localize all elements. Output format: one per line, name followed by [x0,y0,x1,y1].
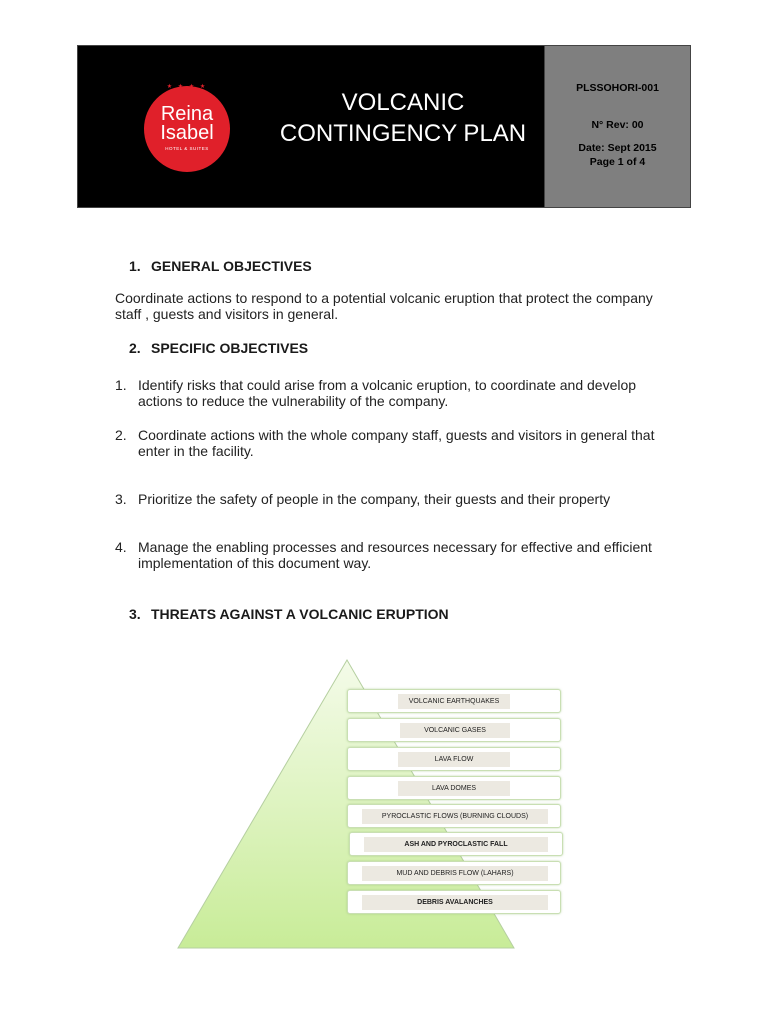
section2-title: SPECIFIC OBJECTIVES [151,340,309,356]
objective-text: Prioritize the safety of people in the company, their guests and their property [138,491,611,507]
header-title-panel [78,46,544,207]
objective-number: 3. [115,491,127,507]
objective-number: 4. [115,539,127,555]
threat-label: VOLCANIC EARTHQUAKES [398,694,510,709]
threat-bar [347,689,561,713]
section2-heading [129,340,308,356]
section3-number: 3. [129,606,141,622]
document-code: PLSSOHORI-001 [576,82,659,94]
logo-subtitle: HOTEL & SUITES [165,146,209,151]
logo-line1: Reina [160,103,214,125]
reina-isabel-logo [144,86,230,172]
threat-label: VOLCANIC GASES [400,723,510,738]
section1-heading [129,258,312,274]
threat-bar [347,890,561,914]
threat-bar [347,776,561,800]
objective-number: 2. [115,427,127,443]
threat-label: PYROCLASTIC FLOWS (BURNING CLOUDS) [362,809,548,824]
threat-bar [347,861,561,885]
threat-bar [349,832,563,856]
threat-label: LAVA FLOW [398,752,510,767]
threat-bar [347,804,561,828]
threat-label: ASH AND PYROCLASTIC FALL [364,837,548,852]
section1-title: GENERAL OBJECTIVES [151,258,312,274]
page-number: Page 1 of 4 [589,156,646,168]
objective-text: Coordinate actions with the whole company staff, guests and visitors in general that enter in the facility. [138,427,655,459]
threat-label: DEBRIS AVALANCHES [362,895,548,910]
header-meta-panel [544,46,690,207]
document-title-line2: CONTINGENCY PLAN [279,120,527,147]
logo-line2: Isabel [160,122,214,144]
threat-label: LAVA DOMES [398,781,510,796]
objective-text: Identify risks that could arise from a volcanic eruption, to coordinate and develop actions to reduce the vulnerability of the company. [138,377,637,409]
threat-bar [347,747,561,771]
objective-number: 1. [115,377,127,393]
document-title-line1: VOLCANIC [341,89,465,116]
document-header [77,45,691,208]
threat-bar [347,718,561,742]
section1-number: 1. [129,258,141,274]
document-date: Date: Sept 2015 [578,142,657,154]
document-title [268,87,538,149]
section3-heading [129,606,449,622]
threat-label: MUD AND DEBRIS FLOW (LAHARS) [362,866,548,881]
section1-body: Coordinate actions to respond to a potential volcanic eruption that protect the company staff , guests and visitors in general. [115,290,653,322]
objective-text: Manage the enabling processes and resources necessary for effective and efficient implementation of this document way. [138,539,652,571]
section2-number: 2. [129,340,141,356]
section3-title: THREATS AGAINST A VOLCANIC ERUPTION [151,606,449,622]
revision-number: N° Rev: 00 [591,119,644,131]
logo-stars: ★ ★ ★ ★ [166,84,208,90]
